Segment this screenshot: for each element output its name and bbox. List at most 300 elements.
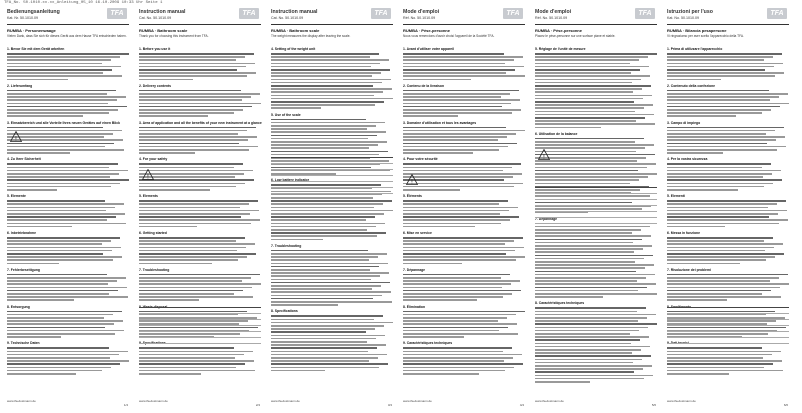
text-line [271,370,325,372]
text-line [139,290,243,292]
text-line [535,183,630,185]
text-line [535,120,636,122]
text-line [7,152,70,154]
text-line [7,200,105,202]
text-line [403,283,511,285]
text-line [403,56,523,58]
page-number: 4/4 [519,403,524,407]
divider [667,24,789,25]
text-line [7,311,122,313]
text-line [271,338,376,340]
section-heading: 5. Éléments [403,194,422,199]
text-line [667,363,773,365]
text-line [535,104,653,106]
section-heading: 5. Elementi [667,194,685,199]
footer-url: www.tfa-dostmann.de [403,399,432,403]
text-line [535,107,644,109]
text-line [139,136,257,138]
text-line [535,147,645,149]
text-line [139,280,242,282]
text-line [271,135,377,137]
text-line [271,88,392,90]
manual-page [268,7,396,409]
text-line [139,115,208,117]
text-line [667,59,764,61]
text-line [271,282,390,284]
text-line [271,259,369,261]
text-line [271,301,392,303]
text-line [667,370,783,372]
text-line [535,255,653,257]
text-line [403,93,510,95]
section-heading: 3. Domaine d'utilisation et tous les avantages [403,120,477,125]
text-line [139,93,260,95]
text-line [667,373,729,375]
text-line [535,163,656,165]
text-line [271,250,368,252]
product-name: RUMBA · Personenwaage [7,28,56,33]
text-line [271,128,367,130]
spec-table [271,157,393,194]
text-line [403,109,521,111]
text-line [7,176,110,178]
text-line [535,123,655,125]
brand-logo [503,8,523,19]
text-line [271,275,380,277]
footer-url: www.tfa-dostmann.de [535,399,564,403]
brand-logo-text: TFA [110,10,124,17]
text-line [403,170,503,172]
text-line [139,163,243,165]
text-line [271,131,386,133]
text-line [403,53,504,55]
text-line [7,237,120,239]
text-line [403,323,517,325]
text-line [667,280,770,282]
text-line [7,63,102,65]
text-line [403,336,464,338]
text-line [139,103,261,105]
intro-text: Placez le pèse-personne sur une surface plane et stable. [535,34,616,38]
text-line [403,179,504,181]
text-line [271,154,379,156]
text-line [7,210,106,212]
text-line [535,72,631,74]
text-line [403,75,525,77]
section-heading: 4. Per la vostra sicurezza [667,157,708,162]
text-line [667,130,775,132]
section-heading: 7. Troubleshooting [139,267,170,272]
text-line [271,95,374,97]
text-line [271,69,390,71]
text-line [667,146,786,148]
divider [271,24,393,25]
text-line [403,200,508,202]
text-line [535,365,652,367]
text-line [139,203,249,205]
text-line [7,130,122,132]
text-line [667,53,782,55]
text-line [667,299,727,301]
footer-url: www.tfa-dostmann.de [7,399,36,403]
catalog-number: Kat. No. 50.1010.09 [667,16,699,20]
text-line [667,152,723,154]
text-line [7,320,123,322]
text-line [535,280,637,282]
text-line [7,163,118,165]
text-line [271,141,387,143]
text-line [139,210,259,212]
text-line [7,253,103,255]
text-line [535,98,643,100]
text-line [139,173,244,175]
page-title: Bedienungsanleitung [7,9,60,15]
text-line [403,146,508,148]
section-heading: 4. Setting of the weight unit [271,47,316,51]
text-line [535,323,657,325]
text-line [139,373,201,375]
text-line [667,167,762,169]
text-line [139,66,246,68]
text-line [667,109,771,111]
text-line [403,213,500,215]
text-line [403,139,498,141]
text-line [403,173,522,175]
text-line [535,66,649,68]
text-line [403,299,477,301]
text-line [271,101,384,103]
text-line [535,101,634,103]
text-line [7,170,128,172]
text-line [403,277,501,279]
text-line [403,280,520,282]
text-line [667,243,783,245]
text-line [403,274,510,276]
text-line [403,223,501,225]
text-line [7,53,129,55]
text-line [535,320,638,322]
manual-page [664,7,792,409]
text-line [667,253,784,255]
text-line [535,258,644,260]
section-heading: 6. Mise en service [403,231,432,235]
text-line [535,226,650,228]
text-line [535,352,632,354]
section-heading: 3. Einsatzbereich und alle Vorteile Ihres neuen Gerätes auf einen Blick [7,120,120,125]
text-line [271,363,388,365]
text-line [7,69,112,71]
intro-text: Nous vous remercions d'avoir choisi l'appareil de la Société TFA. [403,34,495,38]
text-line [535,317,647,319]
text-line [667,93,788,95]
text-line [667,115,736,117]
text-line [535,355,651,357]
text-line [139,370,255,372]
section-heading: 7. Risoluzione dei problemi [667,267,711,272]
text-line [403,96,501,98]
text-line [667,213,778,215]
text-line [403,66,524,68]
catalog-number: Cat. No. 50.1010.09 [139,16,172,20]
text-line [7,226,72,228]
text-line [535,248,643,250]
text-line [7,333,115,335]
page-number: 3/4 [387,403,392,407]
text-line [667,136,785,138]
text-line [667,219,788,221]
text-line [7,133,113,135]
text-line [535,85,651,87]
text-line [139,59,236,61]
text-line [271,122,385,124]
text-line [403,347,512,349]
text-line [403,363,523,365]
text-line [667,133,766,135]
text-line [139,127,256,129]
section-heading: 1. Avant d'utiliser votre appareil [403,47,455,51]
text-line [7,79,68,81]
text-line [403,167,512,169]
text-line [271,253,387,255]
text-line [667,79,721,81]
text-line [7,283,108,285]
section-heading: 5. Elements [139,194,158,199]
divider [535,24,657,25]
section-heading: 8. Smaltimento [667,304,692,309]
text-line [271,203,383,205]
text-line [535,307,646,309]
text-line [667,203,777,205]
text-line [139,186,236,188]
text-line [535,371,634,373]
text-line [667,357,763,359]
text-line [535,232,632,234]
text-line [7,109,118,111]
page-header [667,7,789,25]
text-line [535,346,650,348]
text-line [667,354,772,356]
text-line [271,207,374,209]
text-line [139,277,251,279]
text-line [139,96,251,98]
text-line [535,157,646,159]
text-line [403,259,516,261]
text-line [7,90,116,92]
text-line [7,263,59,265]
text-line [667,290,771,292]
text-line [403,360,504,362]
text-line [271,341,367,343]
text-line [7,363,120,365]
text-line [535,293,657,295]
text-line [7,213,125,215]
section-heading: 6. Utilisation de la balance [535,131,578,136]
text-line [7,173,119,175]
text-line [403,207,518,209]
text-line [271,347,377,349]
text-line [403,127,506,129]
brand-logo-text: TFA [506,10,520,17]
text-line [667,56,773,58]
text-line [271,75,372,77]
text-line [139,109,243,111]
section-heading: 8. Waste disposal [139,304,168,309]
text-line [667,143,767,145]
file-header: TFA_No. 50.1010.xx.xx_Anleitung_05_10 16.10.2009 10:33 Uhr Seite 1 [4,1,163,5]
text-line [403,112,512,114]
section-heading: 2. Contenuto della confezione [667,83,716,88]
text-line [139,223,251,225]
text-line [403,373,479,375]
text-line [535,91,633,93]
section-heading: 1. Prima di utilizzare l'apparecchio [667,47,723,51]
section-heading: 4. Zu Ihrer Sicherheit [7,157,41,162]
text-line [403,133,516,135]
text-line [667,226,725,228]
catalog-number: Kat. Nr. 50.1010.09 [7,16,38,20]
text-line [535,330,639,332]
text-line [403,163,521,165]
text-line [7,290,118,292]
text-line [403,72,506,74]
text-line [271,344,386,346]
text-line [403,189,460,191]
section-heading: 2. Lieferumfang [7,83,33,88]
text-line [535,138,644,140]
text-line [271,304,338,306]
text-line [271,144,378,146]
text-line [403,130,525,132]
text-line [667,69,765,71]
text-line [535,127,601,129]
text-line [7,66,121,68]
text-line [7,216,116,218]
text-line [271,235,377,237]
text-line [7,351,128,353]
text-line [667,240,764,242]
text-line [139,293,234,295]
text-line [139,139,248,141]
text-line [535,290,638,292]
page-title: Istruzioni per l'uso [667,9,713,15]
manual-page [136,7,264,409]
text-line [139,259,238,261]
text-line [535,287,647,289]
text-line [535,311,637,313]
brand-logo [239,8,259,19]
text-line [7,112,109,114]
text-line [403,176,513,178]
text-line [535,242,633,244]
svg-text:!: ! [146,173,150,180]
text-line [667,106,780,108]
text-line [271,285,381,287]
section-heading: 6. Getting started [139,231,167,235]
page-header [7,7,129,25]
text-line [667,216,769,218]
text-line [7,139,123,141]
text-line [535,261,635,263]
warning-icon [538,147,550,158]
text-line [139,250,237,252]
text-line [139,207,240,209]
text-line [7,179,129,181]
text-line [535,151,636,153]
brand-logo-text: TFA [374,10,388,17]
text-line [271,151,388,153]
text-line [139,256,247,258]
brand-logo [107,8,127,19]
text-line [403,63,505,65]
text-line [7,219,107,221]
text-line [535,245,652,247]
text-line [271,298,373,300]
text-line [535,314,656,316]
text-line [667,112,762,114]
section-heading: 9. Specifications [139,341,166,346]
text-line [7,323,114,325]
text-line [403,69,515,71]
product-name: RUMBA · Pèse-personne [403,28,450,33]
warning-icon [406,172,418,183]
text-line [403,106,502,108]
text-line [667,274,788,276]
text-line [271,256,378,258]
text-line [139,213,250,215]
brand-logo [767,8,787,19]
text-line [667,347,762,349]
page-number: 6/6 [783,403,788,407]
text-line [271,319,374,321]
text-line [139,274,260,276]
text-line [535,56,648,58]
text-line [271,351,368,353]
text-line [139,360,254,362]
page-title: Instruction manual [139,9,186,15]
text-line [535,343,631,345]
text-line [535,267,645,269]
text-line [139,296,253,298]
text-line [7,296,128,298]
text-line [7,274,107,276]
text-line [403,320,498,322]
text-line [139,75,247,77]
text-line [667,163,771,165]
text-line [7,167,109,169]
text-line [403,152,473,154]
text-line [667,103,789,105]
text-line [535,339,640,341]
intro-text: The weight measures the display after leaving the scale. [271,34,351,38]
text-line [7,243,102,245]
text-line [139,179,254,181]
text-line [271,219,366,221]
text-line [403,216,519,218]
text-line [403,327,508,329]
text-line [271,357,378,359]
text-line [7,146,105,148]
section-heading: 6. Messa in funzione [667,231,700,235]
text-line [271,200,392,202]
text-line [271,107,321,109]
catalog-number: Réf. No. 50.1010.09 [403,16,436,20]
text-line [139,90,241,92]
product-name: RUMBA · Bilancia pesapersone [667,28,727,33]
text-line [667,63,783,65]
text-line [7,99,117,101]
text-line [271,119,366,121]
section-heading: 5. Elemente [7,194,26,199]
